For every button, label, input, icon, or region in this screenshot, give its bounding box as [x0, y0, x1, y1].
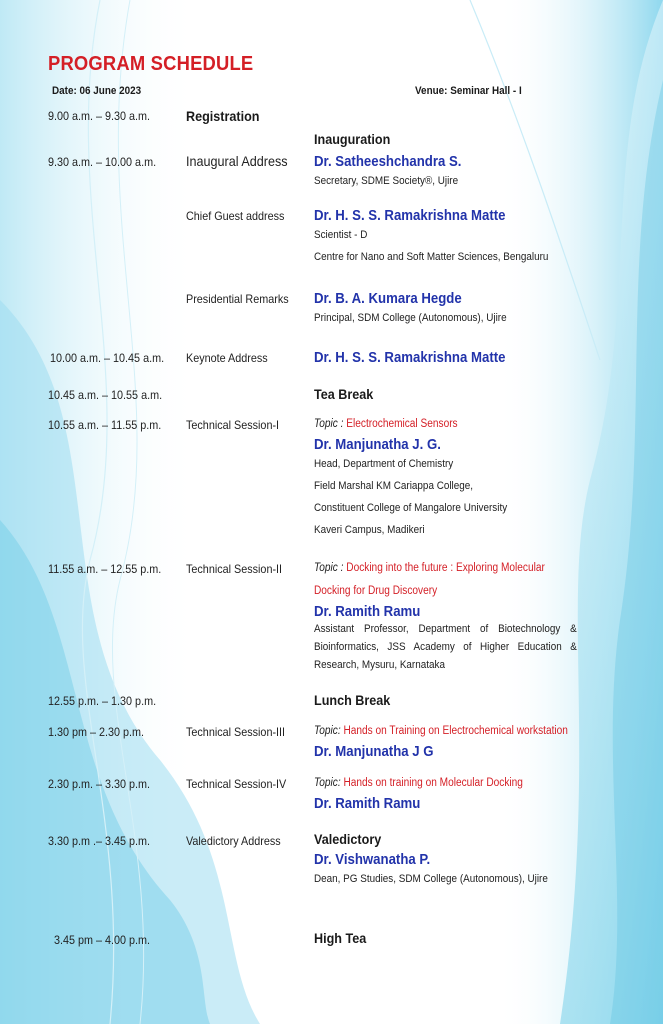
speaker-affiliation: Field Marshal KM Cariappa College, [314, 480, 474, 492]
speaker-affiliation: Assistant Professor, Department of Biotechnology & Bioinformatics, JSS Academy of Higher Education & Research, Mysuru, Karnataka [314, 623, 577, 671]
session-role: Inaugural Address [186, 153, 288, 169]
topic-text: Electrochemical Sensors [346, 418, 458, 430]
time: 11.55 a.m. – 12.55 p.m. [48, 562, 162, 576]
time: 2.30 p.m. – 3.30 p.m. [48, 777, 151, 791]
speaker-name: Dr. B. A. Kumara Hegde [314, 290, 462, 307]
speaker-affiliation: Principal, SDM College (Autonomous), Ujire [314, 312, 507, 324]
speaker-affiliation: Constituent College of Mangalore University [314, 502, 508, 514]
speaker-name: Dr. H. S. S. Ramakrishna Matte [314, 349, 506, 366]
time: 12.55 p.m. – 1.30 p.m. [48, 694, 157, 708]
session-topic [314, 772, 545, 795]
session-role: Technical Session-II [186, 562, 283, 576]
topic-prefix: Topic: [314, 777, 341, 789]
session-role: Presidential Remarks [186, 292, 289, 306]
session-role: Keynote Address [186, 351, 268, 365]
speaker-name: Dr. Ramith Ramu [314, 603, 421, 620]
time: 9.00 a.m. – 9.30 a.m. [48, 109, 151, 123]
topic-prefix: Topic : [314, 418, 347, 430]
speaker-name: Dr. Vishwanatha P. [314, 851, 431, 868]
session-role: Chief Guest address [186, 209, 285, 223]
time: 3.30 p.m .– 3.45 p.m. [48, 834, 151, 848]
time: 3.45 pm – 4.00 p.m. [54, 933, 151, 947]
session-role: Technical Session-I [186, 418, 280, 432]
session-topic [314, 413, 545, 436]
topic-text: Hands on training on Molecular Docking [340, 777, 523, 789]
page-title: PROGRAM SCHEDULE [48, 53, 254, 75]
break-label: High Tea [314, 930, 367, 946]
time: 1.30 pm – 2.30 p.m. [48, 725, 145, 739]
topic-text: Hands on Training on Electrochemical workstation [340, 725, 568, 737]
speaker-name: Dr. Manjunatha J G [314, 743, 434, 760]
session-topic-continued: Docking for Drug Discovery [314, 585, 438, 597]
break-label: Tea Break [314, 386, 374, 402]
topic-prefix: Topic: [314, 725, 341, 737]
time: 10.45 a.m. – 10.55 a.m. [48, 388, 163, 402]
session-role: Technical Session-III [186, 725, 286, 739]
speaker-name: Dr. H. S. S. Ramakrishna Matte [314, 207, 506, 224]
time: 9.30 a.m. – 10.00 a.m. [48, 155, 157, 169]
topic-text: Docking into the future : Exploring Molecular [346, 562, 545, 574]
speaker-name: Dr. Satheeshchandra S. [314, 153, 462, 170]
event-venue: Venue: Seminar Hall - I [415, 85, 522, 97]
break-label: Lunch Break [314, 692, 391, 708]
session-label: Registration [186, 108, 260, 124]
speaker-title: Head, Department of Chemistry [314, 458, 454, 470]
speaker-affiliation: Dean, PG Studies, SDM College (Autonomous), Ujire [314, 873, 548, 885]
session-topic [314, 720, 568, 743]
session-role: Valedictory Address [186, 834, 281, 848]
speaker-name: Dr. Manjunatha J. G. [314, 436, 441, 453]
speaker-affiliation: Kaveri Campus, Madikeri [314, 524, 425, 536]
session-role: Technical Session-IV [186, 777, 287, 791]
speaker-name: Dr. Ramith Ramu [314, 795, 421, 812]
speaker-affiliation: Centre for Nano and Soft Matter Sciences, Bengaluru [314, 251, 549, 263]
speaker-affiliation: Secretary, SDME Society®, Ujire [314, 175, 459, 187]
session-topic [314, 557, 545, 580]
speaker-title: Scientist - D [314, 229, 368, 241]
time: 10.00 a.m. – 10.45 a.m. [50, 351, 165, 365]
section-heading: Inauguration [314, 131, 391, 147]
event-date: Date: 06 June 2023 [52, 85, 142, 97]
topic-prefix: Topic : [314, 562, 347, 574]
time: 10.55 a.m. – 11.55 p.m. [48, 418, 162, 432]
section-heading: Valedictory [314, 831, 382, 847]
